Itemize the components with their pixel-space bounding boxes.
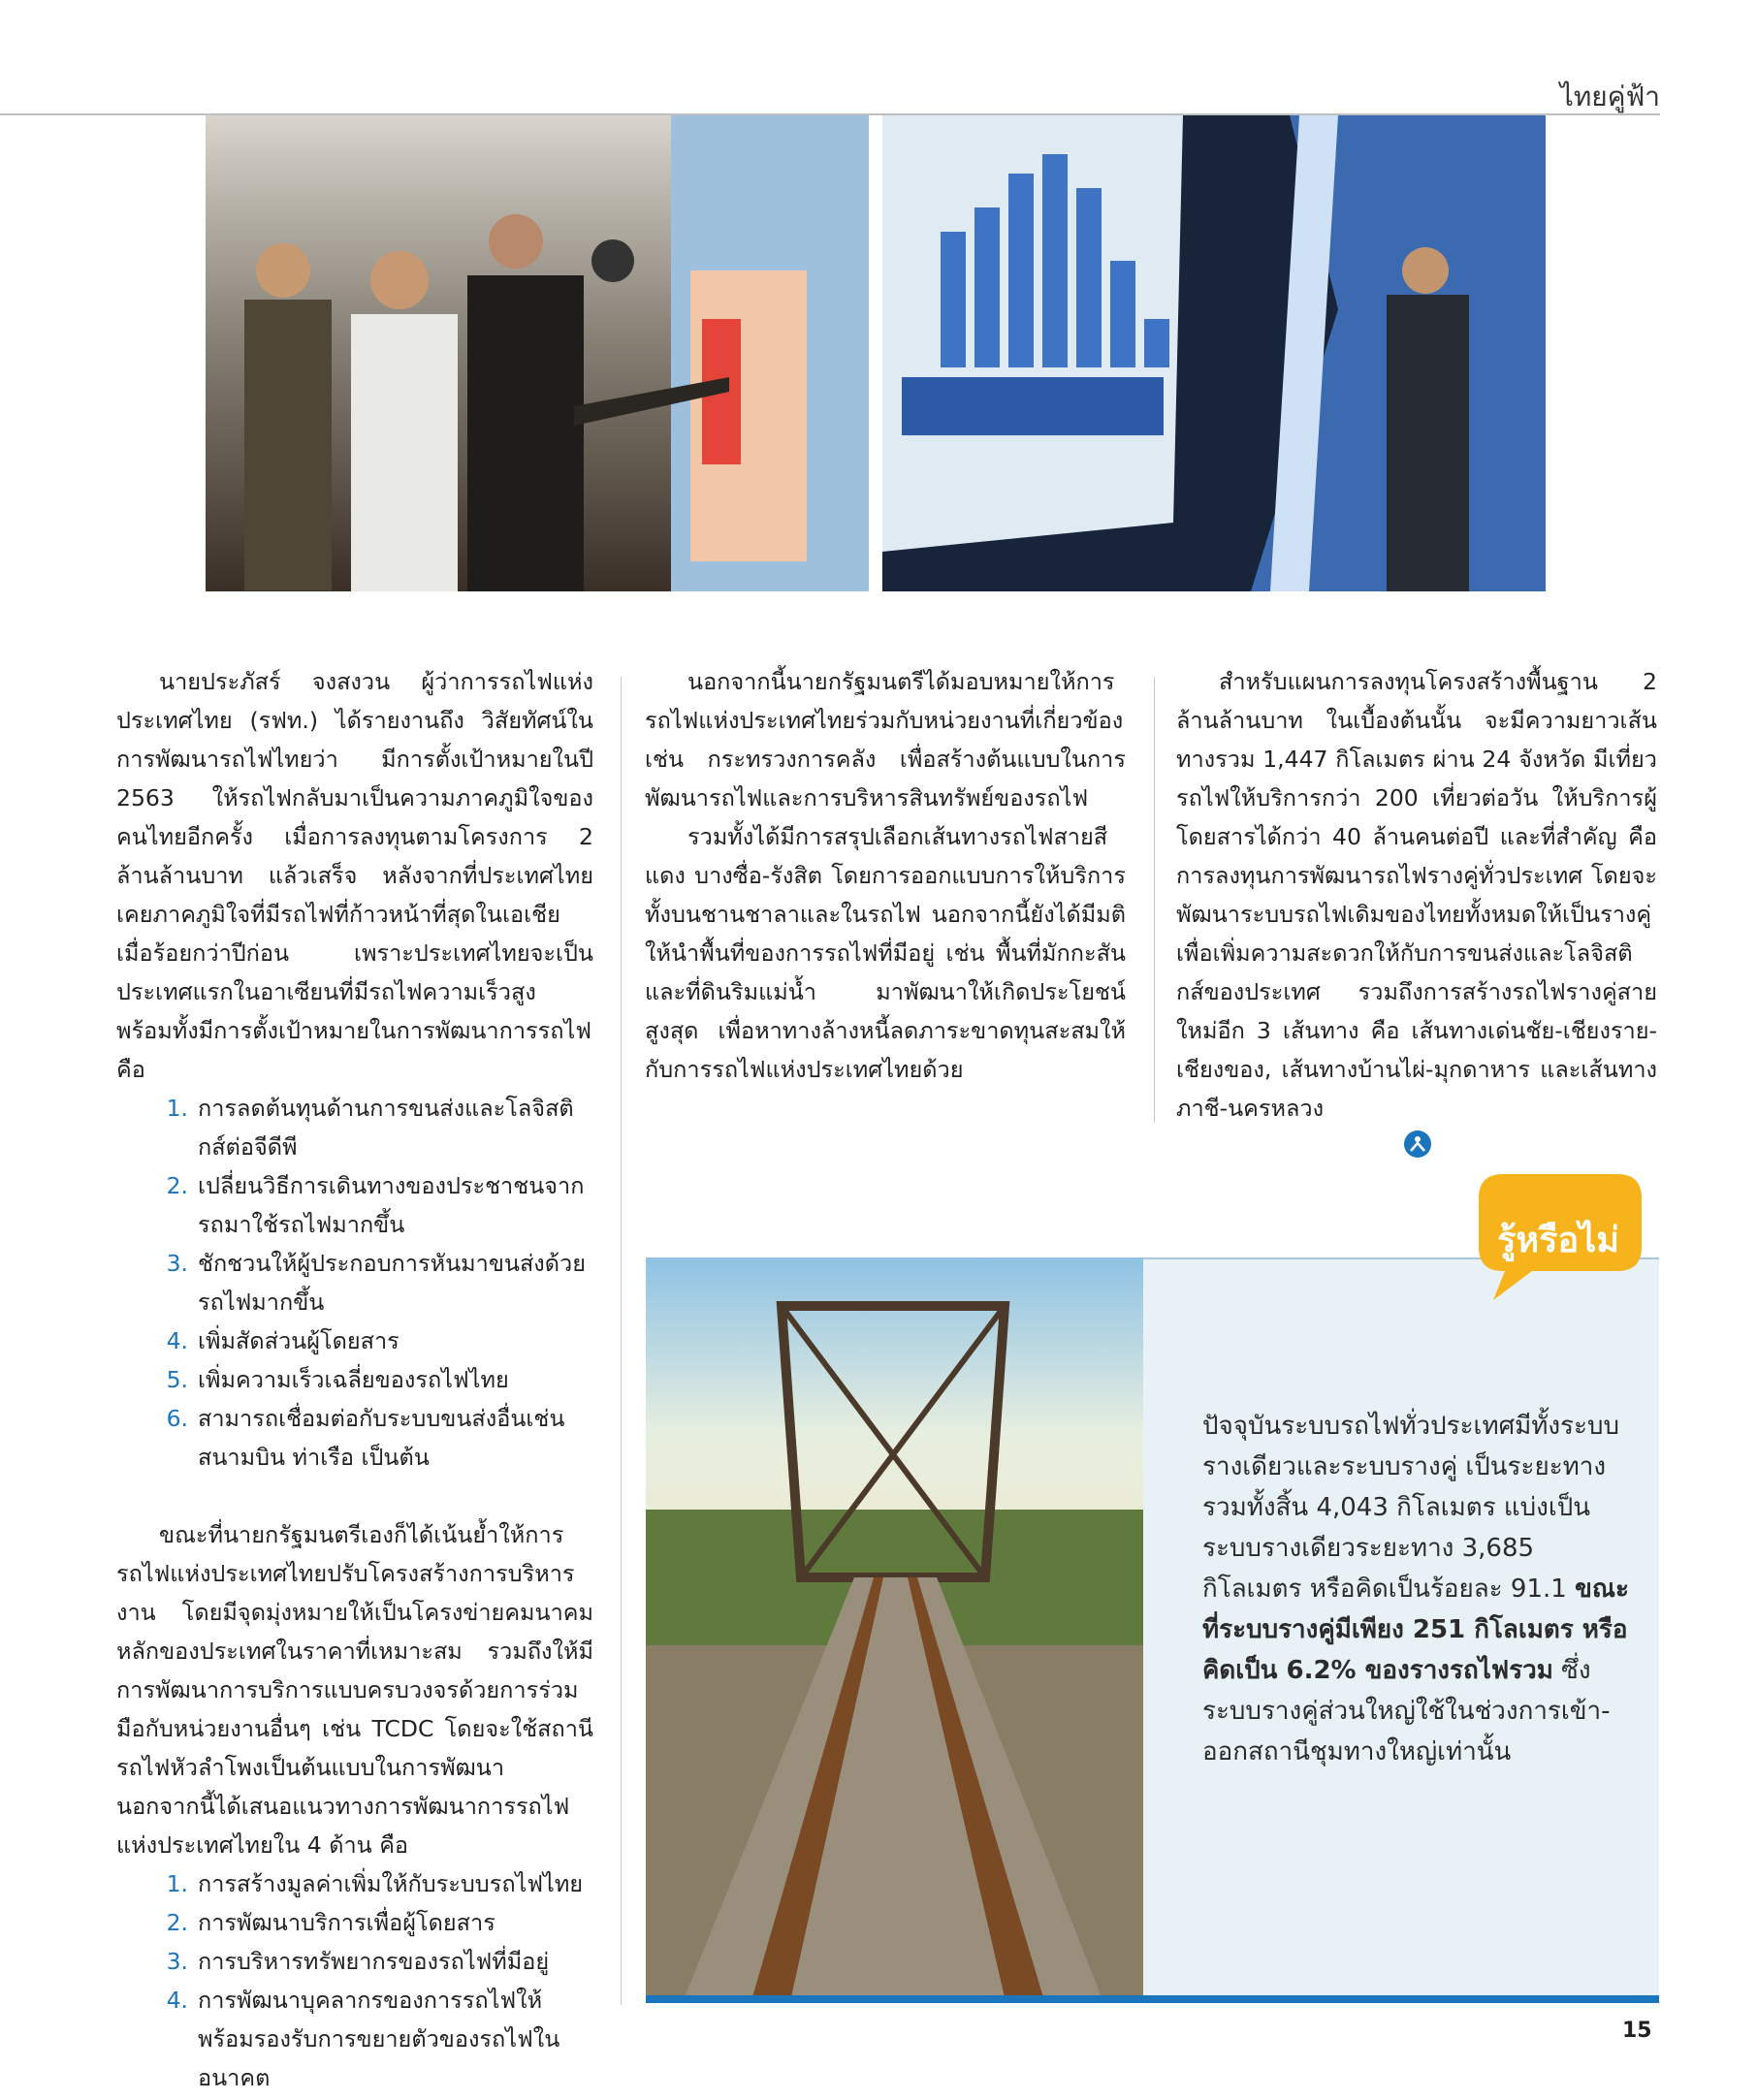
directions-list <box>116 1864 593 2097</box>
list-text: เพิ่มสัดส่วนผู้โดยสาร <box>198 1327 399 1354</box>
list-item <box>116 1864 593 1903</box>
bridge-photo-art <box>646 1257 1143 1997</box>
did-you-know-title: รู้หรือไม่ <box>1497 1221 1619 1260</box>
column-left <box>116 662 593 2097</box>
footer-accent-bar <box>646 1995 1659 2003</box>
list-number: 5. <box>166 1366 188 1393</box>
second-paragraph: ขณะที่นายกรัฐมนตรีเองก็ได้เน้นย้ำให้การรถไฟแห่งประเทศไทยปรับโครงสร้างการบริหารงาน โดยมีจุดมุ่งหมายให้เป็นโครงข่ายคมนาคมหลักของประเทศในราคาที่เหมาะสม รวมถึงให้มีการพัฒนาการบริการแบบครบวงจรด้วยการร่วมมือกับหน่วยงานอื่นๆ เช่น TCDC โดยจะใช้สถานีรถไฟหัวลำโพงเป็นต้นแบบในการพัฒนา นอกจากนี้ได้เสนอแนวทางการพัฒนาการรถไฟแห่งประเทศไทยใน 4 ด้าน คือ <box>116 1521 593 1859</box>
list-text: สามารถเชื่อมต่อกับระบบขนส่งอื่นเช่น สนามบิน ท่าเรือ เป็นต้น <box>198 1405 565 1471</box>
page-number: 15 <box>1622 2019 1652 2043</box>
list-text: การลดต้นทุนด้านการขนส่งและโลจิสติกส์ต่อจีดีพี <box>198 1095 574 1161</box>
column-divider <box>1154 677 1155 1123</box>
list-text: การบริหารทรัพยากรของรถไฟที่มีอยู่ <box>198 1948 550 1975</box>
presentation-photo-art <box>882 115 1546 591</box>
list-number: 3. <box>166 1948 188 1975</box>
article-end-icon <box>1404 1130 1431 1158</box>
list-number: 1. <box>166 1870 188 1897</box>
list-text: การพัฒนาบุคลากรของการรถไฟให้พร้อมรองรับการขยายตัวของรถไฟในอนาคต <box>198 1987 560 2091</box>
fact-highlight: ขณะที่ระบบรางคู่มีเพียง 251 กิโลเมตร หรือคิดเป็น 6.2% ของรางรถไฟรวม <box>1202 1575 1629 1685</box>
inspection-photo <box>206 115 869 591</box>
list-number: 6. <box>166 1405 188 1432</box>
inspection-photo-art <box>206 115 869 591</box>
list-item <box>116 1981 593 2097</box>
list-item <box>116 1942 593 1981</box>
middle-paragraph-2: รวมทั้งได้มีการสรุปเลือกเส้นทางรถไฟสายสีแดง บางซื่อ-รังสิต โดยการออกแบบการให้บริการทั้งบนชานชาลาและในรถไฟ นอกจากนี้ยังได้มีมติให้นำพื้นที่ของการรถไฟที่มีอยู่ เช่น พื้นที่มักกะสัน และที่ดินริมแม่น้ำ มาพัฒนาให้เกิดประโยชน์สูงสุด เพื่อหาทางล้างหนี้ลดภาระขาดทุนสะสมให้กับการรถไฟแห่งประเทศไทยด้วย <box>645 823 1126 1083</box>
right-paragraph-1: สำหรับแผนการลงทุนโครงสร้างพื้นฐาน 2 ล้านล้านบาท ในเบื้องต้นนั้น จะมีความยาวเส้นทางรวม 1,447 กิโลเมตร ผ่าน 24 จังหวัด มีเที่ยวรถไฟให้บริการกว่า 200 เที่ยวต่อวัน ให้บริการผู้โดยสารได้กว่า 40 ล้านคนต่อปี และที่สำคัญ คือการลงทุนการพัฒนารถไฟรางคู่ทั่วประเทศ โดยจะพัฒนาระบบรถไฟเดิมของไทยทั้งหมดให้เป็นรางคู่ เพื่อเพิ่มความสะดวกให้กับการขนส่งและโลจิสติกส์ของประเทศ รวมถึงการสร้างรถไฟรางคู่สายใหม่อีก 3 เส้นทาง คือ เส้นทางเด่นชัย-เชียงราย-เชียงของ, เส้นทางบ้านไผ่-มุกดาหาร และเส้นทางภาชี-นครหลวง <box>1176 668 1657 1122</box>
list-item <box>116 1166 593 1244</box>
column-middle <box>645 662 1126 1089</box>
middle-paragraph-1: นอกจากนี้นายกรัฐมนตรีได้มอบหมายให้การรถไฟแห่งประเทศไทยร่วมกับหน่วยงานที่เกี่ยวข้อง เช่น กระทรวงการคลัง เพื่อสร้างต้นแบบในการพัฒนารถไฟและการบริหารสินทรัพย์ของรถไฟ <box>645 668 1126 811</box>
list-number: 2. <box>166 1909 188 1936</box>
list-text: ชักชวนให้ผู้ประกอบการหันมาขนส่งด้วยรถไฟมากขึ้น <box>198 1250 587 1316</box>
list-item <box>116 1399 593 1477</box>
list-number: 1. <box>166 1095 188 1122</box>
paragraph-spacer <box>116 1477 593 1515</box>
fact-text: ปัจจุบันระบบรถไฟทั่วประเทศมีทั้งระบบรางเดียวและระบบรางคู่ เป็นระยะทางรวมทั้งสิ้น 4,043 กิโลเมตร แบ่งเป็นระบบรางเดียวระยะทาง 3,685 กิโลเมตร หรือคิดเป็นร้อยละ 91.1 <box>1202 1412 1619 1604</box>
column-divider <box>621 677 622 2005</box>
bridge-photo <box>646 1257 1143 1997</box>
fact-ending: ซึ่งระบบรางคู่ส่วนใหญ่ใช้ในช่วงการเข้า-ออกสถานีชุมทางใหญ่เท่านั้น <box>1202 1656 1611 1766</box>
list-item <box>116 1089 593 1166</box>
list-number: 4. <box>166 1327 188 1354</box>
magazine-name: ไทยคู่ฟ้า <box>1559 80 1660 112</box>
did-you-know-text <box>1202 1406 1629 1772</box>
presentation-photo <box>882 115 1546 591</box>
goals-list <box>116 1089 593 1477</box>
list-text: การพัฒนาบริการเพื่อผู้โดยสาร <box>198 1909 495 1936</box>
list-item <box>116 1360 593 1399</box>
list-number: 4. <box>166 1987 188 2014</box>
list-item <box>116 1903 593 1942</box>
end-mark-glyph <box>1404 1130 1431 1158</box>
list-item <box>116 1321 593 1360</box>
list-item <box>116 1244 593 1321</box>
list-number: 2. <box>166 1172 188 1199</box>
intro-paragraph: นายประภัสร์ จงสงวน ผู้ว่าการรถไฟแห่งประเทศไทย (รฟท.) ได้รายงานถึง วิสัยทัศน์ในการพัฒนารถไฟไทยว่า มีการตั้งเป้าหมายในปี 2563 ให้รถไฟกลับมาเป็นความภาคภูมิใจของคนไทยอีกครั้ง เมื่อการลงทุนตามโครงการ 2 ล้านล้านบาท แล้วเสร็จ หลังจากที่ประเทศไทยเคยภาคภูมิใจที่มีรถไฟที่ก้าวหน้าที่สุดในเอเชียเมื่อร้อยกว่าปีก่อน เพราะประเทศไทยจะเป็นประเทศแรกในอาเซียนที่มีรถไฟความเร็วสูง พร้อมทั้งมีการตั้งเป้าหมายในการพัฒนาการรถไฟคือ <box>116 668 593 1083</box>
list-number: 3. <box>166 1250 188 1277</box>
list-text: เปลี่ยนวิธีการเดินทางของประชาชนจากรถมาใช้รถไฟมากขึ้น <box>198 1172 585 1238</box>
list-text: เพิ่มความเร็วเฉลี่ยของรถไฟไทย <box>198 1366 509 1393</box>
column-right <box>1176 662 1657 1128</box>
list-text: การสร้างมูลค่าเพิ่มให้กับระบบรถไฟไทย <box>198 1870 584 1897</box>
